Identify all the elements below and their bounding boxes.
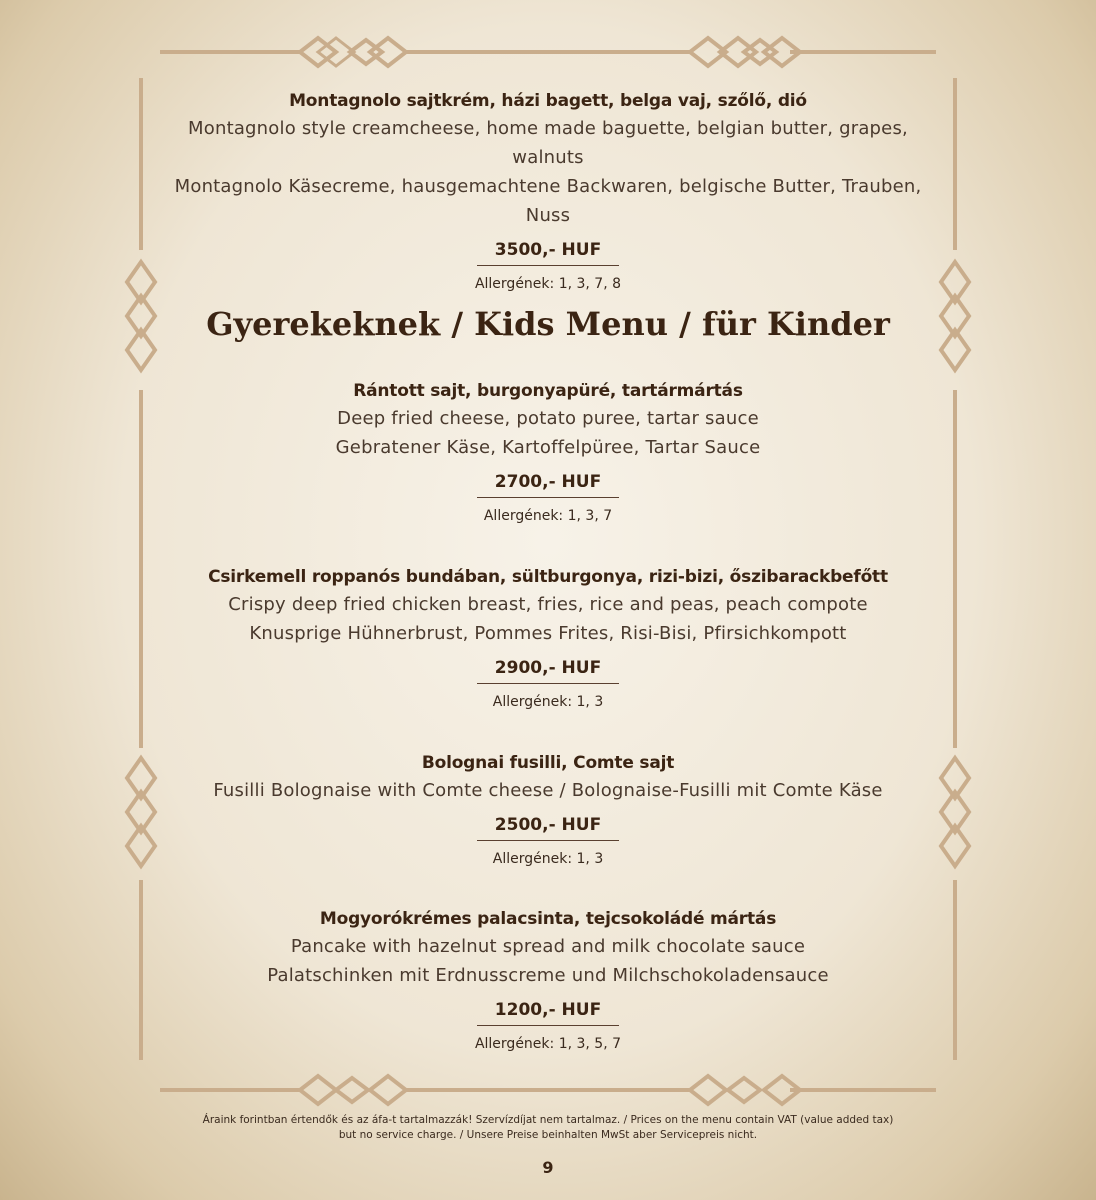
item-allergens: Allergének: 1, 3, 5, 7 (474, 1036, 622, 1052)
item-price: 3500,- HUF (477, 238, 619, 266)
item-title: Montagnolo sajtkrém, házi bagett, belga vaj, szőlő, dió (289, 91, 807, 111)
menu-content (160, 88, 936, 1054)
item-price: 2500,- HUF (477, 813, 619, 841)
item-description-en: Crispy deep fried chicken breast, fries, rice and peas, peach compote (228, 594, 868, 615)
item-price: 1200,- HUF (477, 998, 619, 1026)
item-description-en: Deep fried cheese, potato puree, tartar sauce (337, 408, 759, 429)
footer-line: but no service charge. / Unsere Preise beinhalten MwSt aber Servicepreis nicht. (338, 1129, 758, 1141)
menu-item-kids (160, 564, 936, 750)
section-title: Gyerekeknek / Kids Menu / für Kinder (206, 305, 890, 343)
price-wrap (477, 656, 619, 684)
price-wrap (477, 238, 619, 266)
item-allergens: Allergének: 1, 3, 7 (483, 508, 613, 524)
item-title: Csirkemell roppanós bundában, sültburgonya, rizi-bizi, őszibarackbefőtt (208, 567, 888, 587)
item-description-de: Gebratener Käse, Kartoffelpüree, Tartar Sauce (335, 437, 761, 458)
item-title: Bolognai fusilli, Comte sajt (421, 753, 675, 773)
item-description-en: Pancake with hazelnut spread and milk chocolate sauce (290, 936, 806, 957)
item-description-de: Knusprige Hühnerbrust, Pommes Frites, Risi-Bisi, Pfirsichkompott (249, 623, 847, 644)
menu-item-montagnolo (160, 88, 936, 292)
price-wrap (477, 998, 619, 1026)
item-description-en: Fusilli Bolognaise with Comte cheese / Bolognaise-Fusilli mit Comte Käse (213, 780, 883, 801)
price-wrap (477, 470, 619, 498)
item-allergens: Allergének: 1, 3 (492, 694, 604, 710)
price-wrap (477, 813, 619, 841)
item-description-de: Palatschinken mit Erdnusscreme und Milchschokoladensauce (267, 965, 829, 986)
menu-item-kids (160, 906, 936, 1054)
menu-item-kids (160, 378, 936, 564)
item-allergens: Allergének: 1, 3 (492, 851, 604, 867)
item-description-en: Montagnolo style creamcheese, home made baguette, belgian butter, grapes, walnuts (188, 118, 908, 168)
item-description-de: Montagnolo Käsecreme, hausgemachtene Backwaren, belgische Butter, Trauben, Nuss (174, 176, 922, 226)
item-title: Rántott sajt, burgonyapüré, tartármártás (353, 381, 743, 401)
menu-item-kids (160, 750, 936, 906)
item-title: Mogyorókrémes palacsinta, tejcsokoládé mártás (319, 909, 777, 929)
item-price: 2700,- HUF (477, 470, 619, 498)
page-number: 9 (542, 1158, 554, 1177)
item-allergens: Allergének: 1, 3, 7, 8 (474, 276, 622, 292)
item-price: 2900,- HUF (477, 656, 619, 684)
footer-line: Áraink forintban értendők és az áfa-t tartalmazzák! Szervízdíjat nem tartalmaz. / Prices on the menu contain VAT (value added tax) (202, 1114, 894, 1126)
footer-note (150, 1113, 946, 1143)
